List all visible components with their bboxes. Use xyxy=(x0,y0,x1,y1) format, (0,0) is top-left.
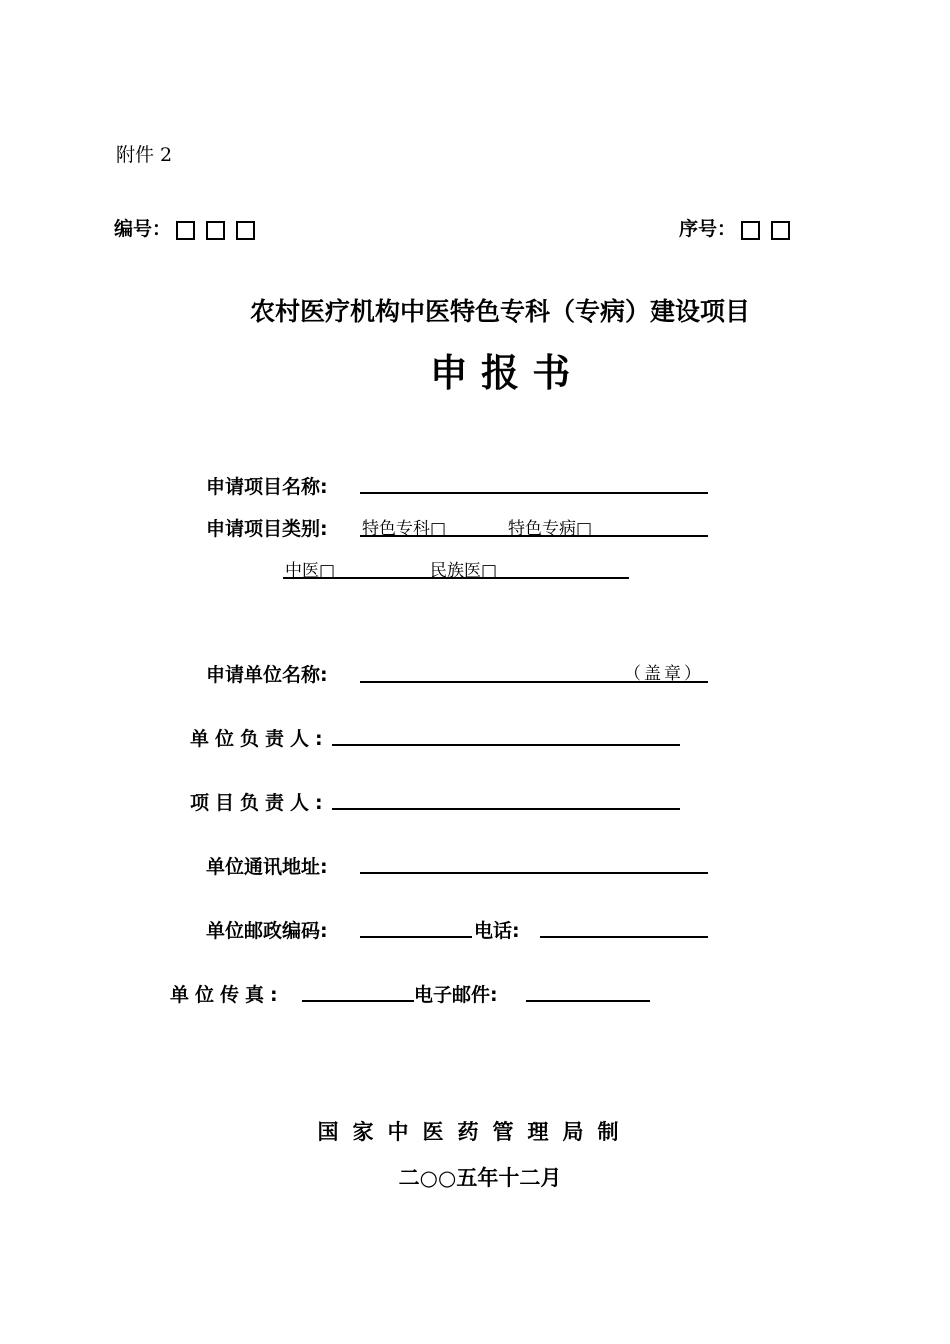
fax-label: 单位传真: xyxy=(170,984,284,1006)
address-label: 单位通讯地址: xyxy=(206,856,328,878)
document-title: 申 报 书 xyxy=(429,351,571,395)
unit-head-field[interactable] xyxy=(332,744,680,746)
issuer: 国家中医药管理局制 xyxy=(317,1120,633,1144)
number-box-2[interactable] xyxy=(206,221,225,240)
project-name-field[interactable] xyxy=(360,492,708,494)
page-title: 农村医疗机构中医特色专科（专病）建设项目 xyxy=(249,297,750,326)
option-tcm[interactable]: 中医□ xyxy=(285,561,336,581)
seal-note: （盖章） xyxy=(624,664,704,684)
phone-label: 电话: xyxy=(474,920,520,942)
postcode-label: 单位邮政编码: xyxy=(206,920,328,942)
number-box-1[interactable] xyxy=(176,221,195,240)
option-ethnic-medicine[interactable]: 民族医□ xyxy=(430,561,498,581)
issue-date: 二○○五年十二月 xyxy=(398,1166,562,1190)
project-head-field[interactable] xyxy=(332,808,680,810)
serial-box-2[interactable] xyxy=(771,221,790,240)
project-name-label: 申请项目名称: xyxy=(206,476,328,498)
number-box-3[interactable] xyxy=(236,221,255,240)
phone-field[interactable] xyxy=(540,936,708,938)
option-special-disease[interactable]: 特色专病□ xyxy=(508,519,593,539)
project-head-label: 项目负责人: xyxy=(190,792,329,814)
number-field xyxy=(114,214,261,241)
attachment-label: 附件 2 xyxy=(116,144,173,166)
unit-name-label: 申请单位名称: xyxy=(206,664,328,686)
fax-field[interactable] xyxy=(302,1000,414,1002)
email-label: 电子邮件: xyxy=(414,984,498,1006)
option-special-department[interactable]: 特色专科□ xyxy=(362,519,447,539)
unit-head-label: 单位负责人: xyxy=(190,728,329,750)
postcode-field[interactable] xyxy=(360,936,472,938)
project-category-label: 申请项目类别: xyxy=(206,518,328,540)
address-field[interactable] xyxy=(360,872,708,874)
serial-field xyxy=(679,214,796,241)
email-field[interactable] xyxy=(526,1000,650,1002)
number-label: 编号： xyxy=(114,218,172,240)
serial-box-1[interactable] xyxy=(741,221,760,240)
serial-label: 序号： xyxy=(679,218,737,240)
